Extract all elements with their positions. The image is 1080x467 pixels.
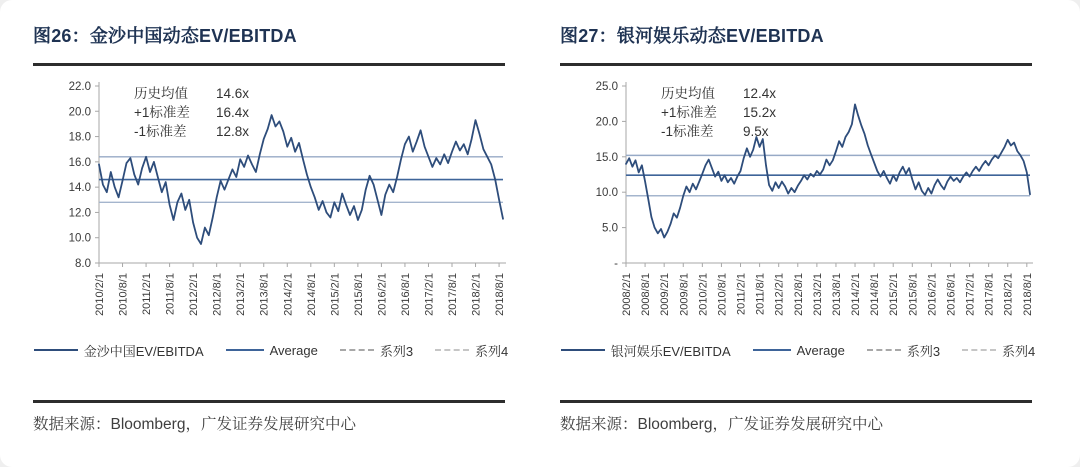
svg-text:14.0: 14.0: [68, 182, 91, 195]
svg-text:2014/8/1: 2014/8/1: [869, 273, 882, 316]
svg-text:2010/2/1: 2010/2/1: [697, 273, 710, 316]
svg-text:15.0: 15.0: [595, 151, 618, 164]
data-source: 数据来源：Bloomberg，广发证券发展研究中心: [560, 415, 883, 433]
svg-text:25.0: 25.0: [595, 81, 618, 93]
svg-text:10.0: 10.0: [68, 232, 91, 245]
svg-text:2013/2/1: 2013/2/1: [811, 273, 824, 316]
legend-item-series: [34, 341, 204, 360]
svg-text:2015/2/1: 2015/2/1: [329, 273, 342, 316]
dashed-line-icon: [867, 349, 901, 351]
annotation-label: 历史均值: [134, 86, 188, 101]
annotation-label: 历史均值: [661, 86, 715, 101]
annotation-value: 9.5x: [743, 124, 769, 139]
source-divider: [560, 400, 1032, 403]
source-divider: [33, 400, 505, 403]
svg-text:2016/2/1: 2016/2/1: [376, 273, 389, 316]
svg-text:2009/2/1: 2009/2/1: [659, 273, 672, 316]
annotation-row: [661, 103, 776, 122]
annotation-row: [661, 84, 776, 103]
svg-text:2017/2/1: 2017/2/1: [964, 273, 977, 316]
annotation-value: 14.6x: [216, 86, 250, 101]
average-line-icon: [753, 349, 791, 351]
svg-text:5.0: 5.0: [602, 222, 618, 235]
svg-text:2013/8/1: 2013/8/1: [258, 273, 271, 316]
svg-text:2012/8/1: 2012/8/1: [792, 273, 805, 316]
dashed-line-icon: [340, 349, 374, 351]
annotation-value: 16.4x: [216, 105, 250, 120]
svg-text:20.0: 20.0: [595, 116, 618, 129]
chart-figure: [33, 78, 509, 330]
chart-plot-1: [560, 78, 1036, 330]
svg-text:2018/8/1: 2018/8/1: [1021, 273, 1034, 316]
legend-label: 系列3: [379, 343, 414, 359]
svg-text:2010/8/1: 2010/8/1: [716, 273, 729, 316]
annotation-row: [134, 84, 249, 103]
svg-text:18.0: 18.0: [68, 131, 91, 144]
stats-annotation: [661, 84, 776, 141]
legend-item-series4: [435, 341, 508, 360]
svg-text:2015/2/1: 2015/2/1: [888, 273, 901, 316]
legend-item-series3: [340, 341, 413, 360]
legend-item-series: [561, 341, 731, 360]
dashed-line-icon: [962, 349, 996, 351]
svg-text:2012/2/1: 2012/2/1: [773, 273, 786, 316]
annotation-label: -1标准差: [661, 124, 714, 139]
svg-text:2011/8/1: 2011/8/1: [754, 273, 767, 316]
svg-text:2018/2/1: 2018/2/1: [470, 273, 483, 316]
svg-text:2016/2/1: 2016/2/1: [926, 273, 939, 316]
annotation-row: [661, 122, 776, 141]
svg-text:2014/2/1: 2014/2/1: [850, 273, 863, 316]
svg-text:2014/8/1: 2014/8/1: [305, 273, 318, 316]
svg-text:2017/2/1: 2017/2/1: [423, 273, 436, 316]
annotation-row: [134, 122, 249, 141]
legend-label: 系列4: [475, 343, 509, 359]
svg-text:2018/2/1: 2018/2/1: [1002, 273, 1015, 316]
legend-label: Average: [796, 342, 845, 358]
svg-text:2014/2/1: 2014/2/1: [282, 273, 295, 316]
data-source: 数据来源：Bloomberg，广发证券发展研究中心: [33, 415, 356, 433]
svg-text:2010/8/1: 2010/8/1: [117, 273, 130, 316]
svg-text:12.0: 12.0: [68, 207, 91, 220]
average-line-icon: [226, 349, 264, 351]
chart-plot-0: [33, 78, 509, 330]
svg-text:-: -: [614, 258, 618, 270]
legend-item-series4: [962, 341, 1035, 360]
chart-column-inner: [560, 22, 1036, 434]
svg-text:2015/8/1: 2015/8/1: [907, 273, 920, 316]
svg-text:2008/2/1: 2008/2/1: [621, 273, 633, 316]
chart-title: 图26：金沙中国动态EV/EBITDA: [33, 26, 297, 46]
annotation-row: [134, 103, 249, 122]
legend-label: 银河娱乐EV/EBITDA: [610, 343, 731, 359]
annotation-value: 15.2x: [743, 105, 777, 120]
svg-text:2015/8/1: 2015/8/1: [352, 273, 365, 316]
chart-figure: [560, 78, 1036, 330]
stats-annotation: [134, 84, 249, 141]
svg-text:2012/8/1: 2012/8/1: [211, 273, 224, 316]
svg-text:2013/8/1: 2013/8/1: [830, 273, 843, 316]
svg-text:2017/8/1: 2017/8/1: [983, 273, 996, 316]
title-divider: [560, 63, 1032, 66]
annotation-value: 12.8x: [216, 124, 250, 139]
annotation-label: -1标准差: [134, 124, 187, 139]
annotation-label: +1标准差: [661, 105, 717, 120]
svg-text:2016/8/1: 2016/8/1: [399, 273, 412, 316]
svg-text:16.0: 16.0: [68, 156, 91, 169]
svg-text:2016/8/1: 2016/8/1: [945, 273, 958, 316]
svg-text:8.0: 8.0: [75, 258, 91, 270]
svg-text:2009/8/1: 2009/8/1: [678, 273, 691, 316]
svg-text:2011/8/1: 2011/8/1: [164, 273, 177, 316]
legend-item-series3: [867, 341, 940, 360]
legend-label: 系列3: [906, 343, 941, 359]
chart-legend: [33, 340, 509, 360]
svg-text:2012/2/1: 2012/2/1: [188, 273, 201, 316]
chart-column-inner: [33, 22, 509, 434]
svg-text:2013/2/1: 2013/2/1: [235, 273, 248, 316]
svg-text:22.0: 22.0: [68, 81, 91, 93]
chart-column-galaxy: [540, 0, 1080, 467]
legend-label: Average: [269, 342, 318, 358]
svg-text:2011/2/1: 2011/2/1: [141, 273, 154, 316]
svg-text:10.0: 10.0: [595, 187, 618, 200]
title-divider: [33, 63, 505, 66]
annotation-value: 12.4x: [743, 86, 777, 101]
svg-text:2018/8/1: 2018/8/1: [494, 272, 507, 316]
svg-text:2017/8/1: 2017/8/1: [447, 273, 460, 316]
legend-label: 系列4: [1002, 343, 1036, 359]
series-line-icon: [561, 349, 605, 351]
svg-text:2010/2/1: 2010/2/1: [94, 273, 106, 316]
svg-text:2011/2/1: 2011/2/1: [735, 273, 748, 316]
annotation-label: +1标准差: [134, 105, 190, 120]
svg-text:2008/8/1: 2008/8/1: [640, 273, 653, 316]
chart-title: 图27：银河娱乐动态EV/EBITDA: [560, 26, 824, 46]
series-line-icon: [34, 349, 78, 351]
dashed-line-icon: [435, 349, 469, 351]
legend-label: 金沙中国EV/EBITDA: [83, 343, 204, 359]
legend-item-average: [226, 343, 318, 358]
chart-legend: [560, 340, 1036, 360]
legend-item-average: [753, 343, 845, 358]
svg-text:20.0: 20.0: [68, 106, 91, 119]
